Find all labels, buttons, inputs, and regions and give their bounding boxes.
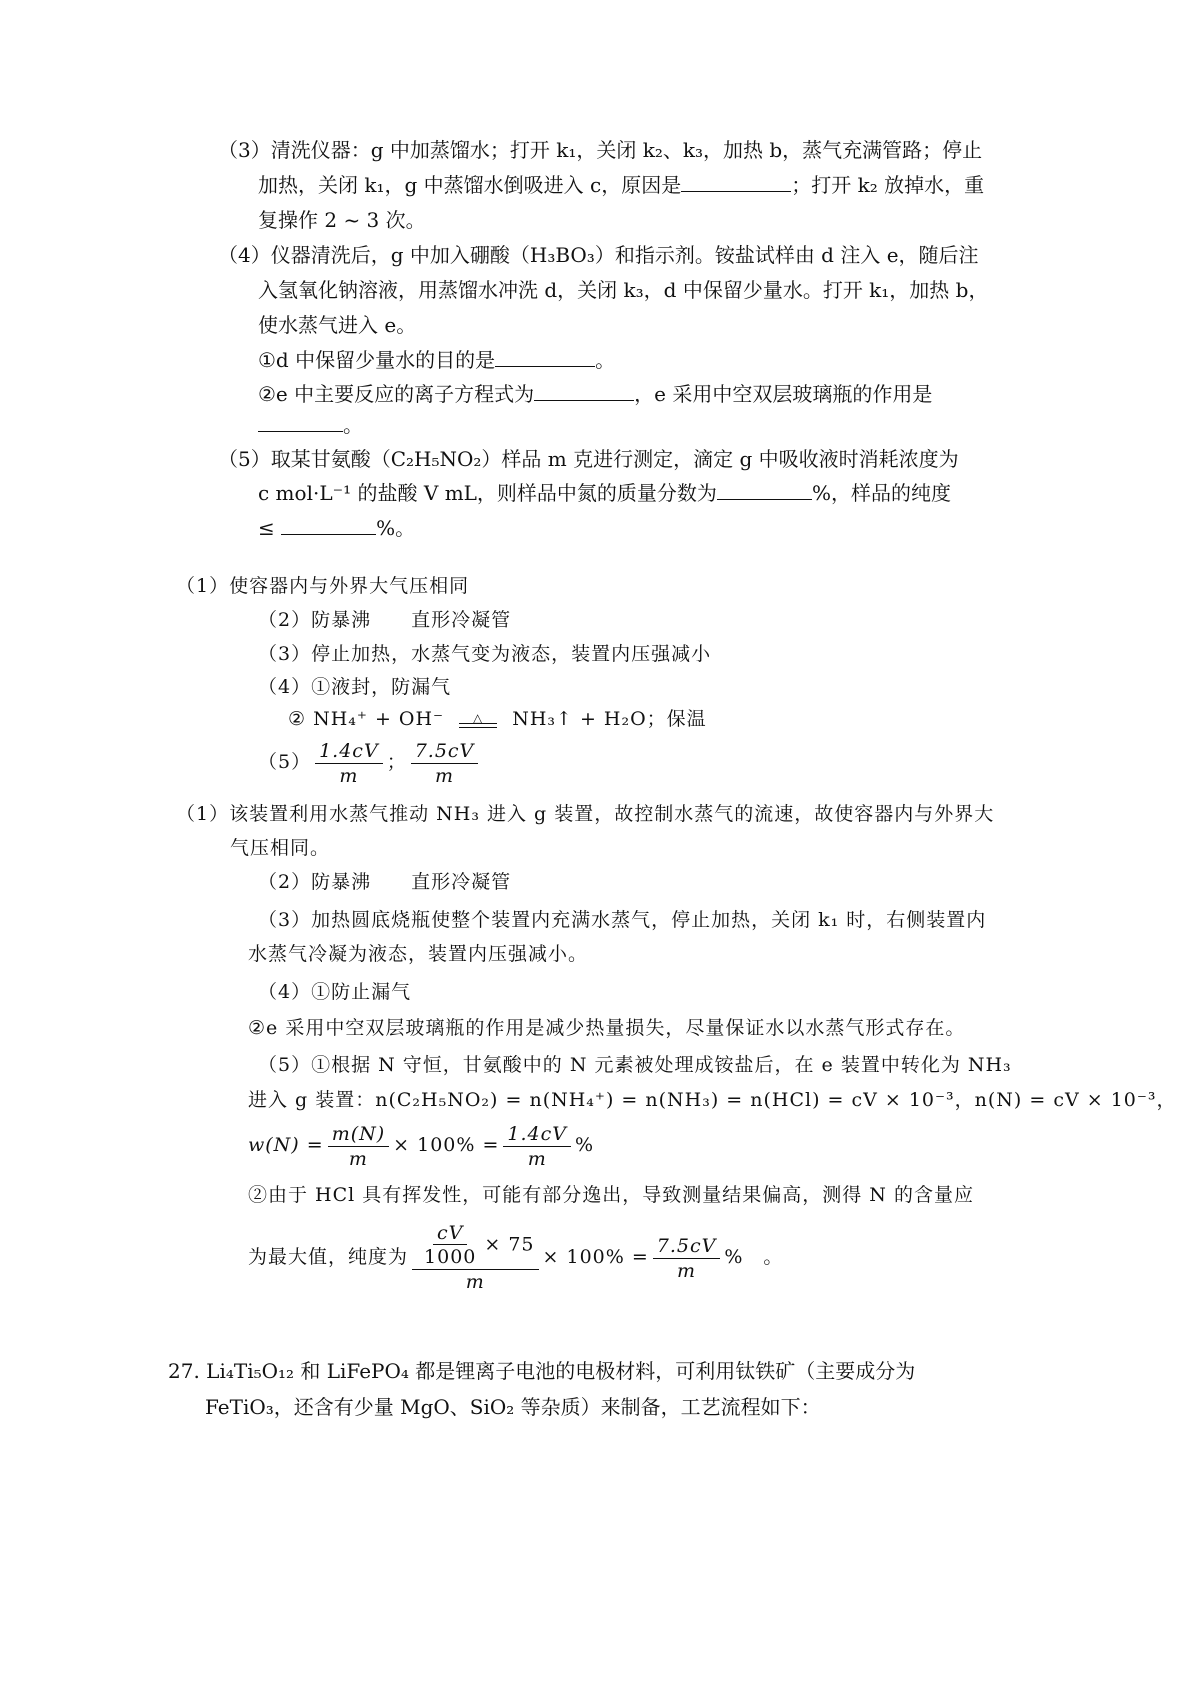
q4-sub1-text-b: 。 — [595, 348, 616, 372]
fraction-numerator: 1.4cV — [315, 739, 383, 764]
q5-line2-text-b: %，样品的纯度 — [811, 481, 951, 505]
fraction-cv-over-1000 — [420, 1222, 480, 1269]
percent-end: % 。 — [724, 1246, 784, 1268]
q4-line3: 使水蒸气进入 e。 — [258, 313, 417, 337]
q3-line1: （3）清洗仪器：g 中加蒸馏水；打开 k₁，关闭 k₂、k₃，加热 b，蒸气充满管路；停止 — [218, 138, 983, 162]
q4-sub2-text-a: ②e 中主要反应的离子方程式为 — [258, 382, 535, 406]
q4-sub2-text-c: 。 — [343, 413, 363, 437]
fraction-denominator: m — [339, 764, 359, 787]
times-100: × 100% = — [393, 1134, 500, 1156]
explain-5-mass-fraction — [248, 1120, 594, 1171]
explain-1: （1）该装置利用水蒸气推动 NH₃ 进入 g 装置，故控制水蒸气的流速，故使容器内与外界大 — [176, 803, 995, 825]
explain-5: （5）①根据 N 守恒，甘氨酸中的 N 元素被处理成铵盐后，在 e 装置中转化为 NH₃ — [258, 1054, 1012, 1076]
explain-3: （3）加热圆底烧瓶使整个装置内充满水蒸气，停止加热，关闭 k₁ 时，右侧装置内 — [258, 909, 987, 931]
explain-5-purity — [248, 1222, 783, 1294]
fraction-purity-compound — [412, 1222, 539, 1294]
answer-5-label: （5） — [258, 751, 312, 773]
answer-blank[interactable] — [681, 173, 791, 192]
fraction-denominator: m — [348, 1147, 368, 1170]
fraction-purity — [411, 739, 479, 788]
fraction-nitrogen — [315, 739, 383, 788]
answer-5 — [258, 738, 482, 788]
equation-products: NH₃↑ + H₂O；保温 — [512, 708, 707, 730]
answer-4-equation — [288, 706, 707, 732]
q3-line2-text-a: 加热，关闭 k₁，g 中蒸馏水倒吸进入 c，原因是 — [258, 173, 682, 197]
q4-sub2-text-b: ，e 采用中空双层玻璃瓶的作用是 — [634, 382, 933, 406]
q27-line1: 27. Li₄Ti₅O₁₂ 和 LiFePO₄ 都是锂离子电池的电极材料，可利用钛铁矿（主要成分为 — [168, 1359, 916, 1383]
separator: ； — [386, 751, 407, 773]
equation-reactants: ② NH₄⁺ + OH⁻ — [288, 708, 445, 730]
q3-line3: 复操作 2 ~ 3 次。 — [258, 208, 426, 232]
answer-3: （3）停止加热，水蒸气变为液态，装置内压强减小 — [258, 643, 712, 665]
compound-denominator: m — [465, 1271, 485, 1293]
answer-4: （4）①液封，防漏气 — [258, 676, 452, 698]
fraction-denominator: m — [527, 1147, 547, 1170]
q3-line2 — [258, 172, 984, 198]
heat-condition: △ — [473, 710, 484, 725]
explain-5-equation: 进入 g 装置：n(C₂H₅NO₂) = n(NH₄⁺) = n(NH₃) = n(HCl) = cV × 10⁻³，n(N) = cV × 10⁻³， — [248, 1089, 1177, 1111]
fraction-numerator: m(N) — [328, 1122, 389, 1147]
q5-line3 — [258, 515, 415, 541]
mass-fraction-label: w(N) = — [248, 1134, 324, 1156]
explain-3-cont: 水蒸气冷凝为液态，装置内压强减小。 — [248, 943, 589, 965]
answer-blank[interactable] — [495, 348, 595, 367]
q4-line1: （4）仪器清洗后，g 中加入硼酸（H₃BO₃）和指示剂。铵盐试样由 d 注入 e，随后注 — [218, 243, 979, 267]
answer-blank[interactable] — [281, 516, 376, 535]
fraction-numerator: 7.5cV — [653, 1234, 721, 1259]
explain-5-hcl: ②由于 HCl 具有挥发性，可能有部分逸出，导致测量结果偏高，测得 N 的含量应 — [248, 1184, 974, 1206]
q4-line2: 入氢氧化钠溶液，用蒸馏水冲洗 d，关闭 k₃，d 中保留少量水。打开 k₁，加热 b， — [258, 278, 989, 302]
q5-line1: （5）取某甘氨酸（C₂H₅NO₂）样品 m 克进行测定，滴定 g 中吸收液时消耗浓度为 — [218, 447, 959, 471]
explain-4: （4）①防止漏气 — [258, 981, 412, 1003]
fraction-result — [503, 1122, 571, 1171]
q4-sub1-text-a: ①d 中保留少量水的目的是 — [258, 348, 496, 372]
answer-blank[interactable] — [717, 481, 812, 500]
q27-line2: FeTiO₃，还含有少量 MgO、SiO₂ 等杂质）来制备，工艺流程如下： — [205, 1395, 821, 1419]
q4-sub2 — [258, 381, 932, 407]
answer-2: （2）防暴沸 直形冷凝管 — [258, 609, 512, 631]
explain-4-cont: ②e 采用中空双层玻璃瓶的作用是减少热量损失，尽量保证水以水蒸气形式存在。 — [248, 1017, 966, 1039]
q5-line3-text-a: ≤ — [258, 516, 275, 540]
q4-sub2-cont — [258, 412, 363, 438]
equilibrium-sign — [459, 710, 497, 728]
explain-1-cont: 气压相同。 — [230, 837, 331, 859]
q4-sub1 — [258, 347, 615, 373]
times-100: × 100% = — [542, 1246, 649, 1268]
compound-numerator — [412, 1222, 539, 1270]
answer-1: （1）使容器内与外界大气压相同 — [176, 575, 470, 597]
fraction-denominator: m — [677, 1259, 697, 1282]
answer-blank[interactable] — [534, 382, 634, 401]
fraction-denominator: 1000 — [424, 1246, 477, 1268]
fraction-result — [653, 1234, 721, 1283]
fraction-mn-over-m — [328, 1122, 389, 1171]
fraction-numerator: 1.4cV — [503, 1122, 571, 1147]
q5-line3-text-b: %。 — [376, 516, 416, 540]
q3-line2-text-b: ；打开 k₂ 放掉水，重 — [791, 173, 985, 197]
percent-sign: % — [575, 1134, 595, 1156]
explain-2: （2）防暴沸 直形冷凝管 — [258, 871, 512, 893]
fraction-numerator: cV — [433, 1222, 467, 1245]
times-75: × 75 — [484, 1233, 535, 1256]
fraction-denominator: m — [434, 764, 455, 787]
answer-blank[interactable] — [258, 413, 343, 432]
q5-line2-text-a: c mol·L⁻¹ 的盐酸 V mL，则样品中氮的质量分数为 — [258, 481, 717, 505]
q5-line2 — [258, 480, 951, 506]
purity-label: 为最大值，纯度为 — [248, 1246, 409, 1268]
fraction-numerator: 7.5cV — [411, 739, 479, 764]
